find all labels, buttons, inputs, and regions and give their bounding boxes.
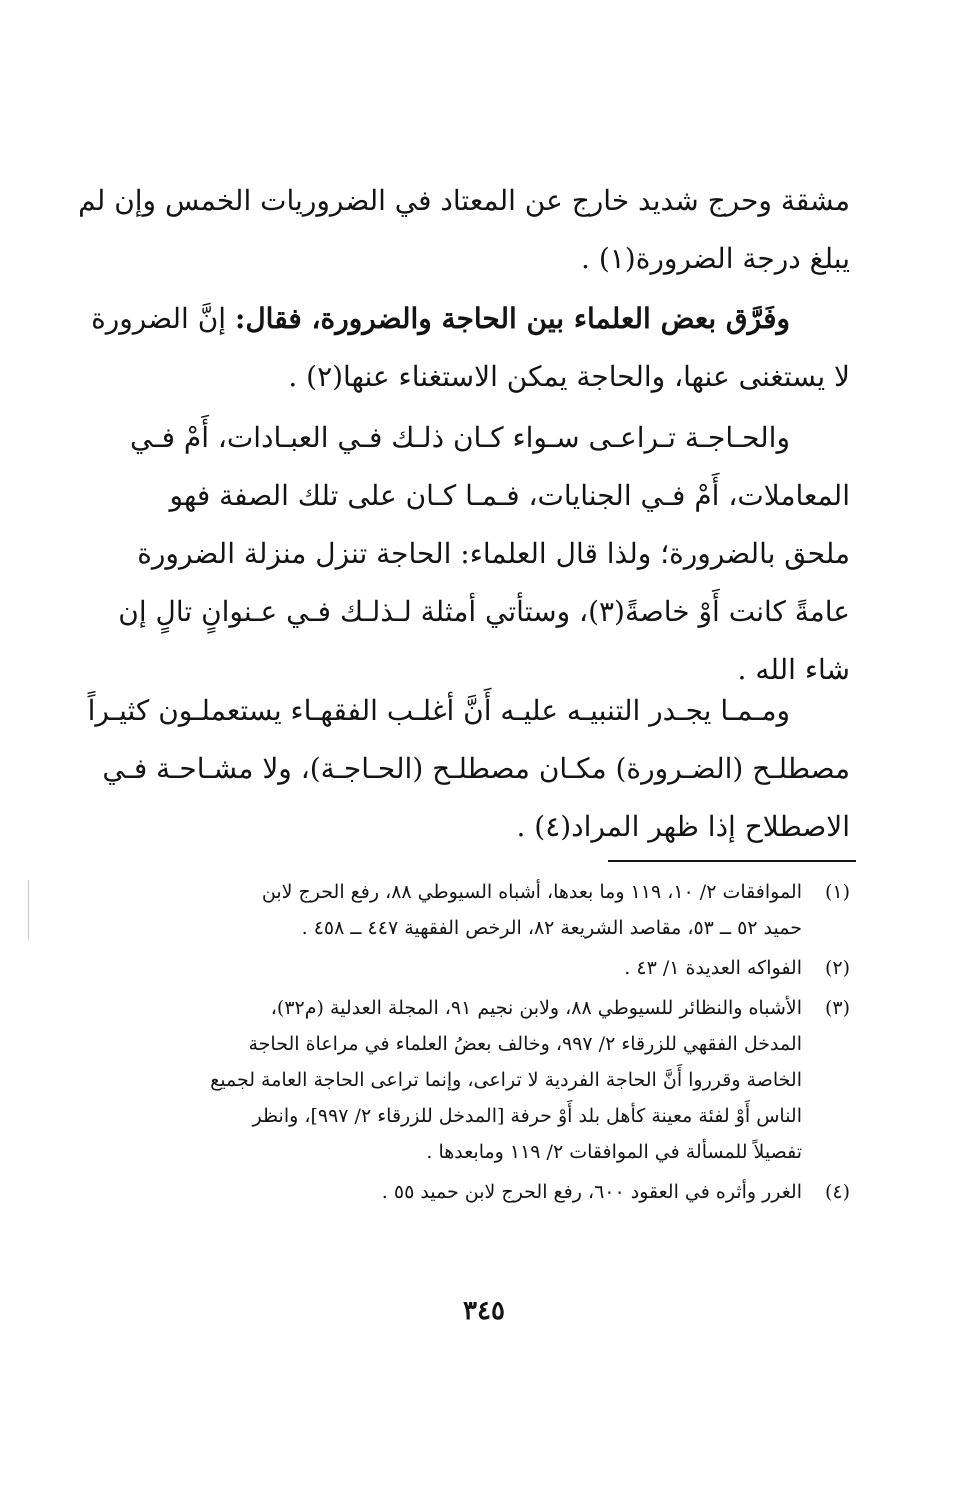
- footnote-text: [150, 874, 802, 946]
- footnote-number: (٢): [824, 957, 850, 979]
- paragraph-3: [118, 409, 850, 699]
- paragraph-2-line-2: لا يستغنى عنها، والحاجة يمكن الاستغناء عنها(٢) .: [288, 360, 850, 393]
- paragraph-4-line-1: ومـمـا يجـدر التنبيـه عليـه أَنَّ أغلـب الفقهـاء يستعملـون كثيـراً: [87, 694, 790, 727]
- paragraph-1-line-2: يبلغ درجة الضرورة(١) .: [581, 242, 850, 275]
- footnote-number: (١): [824, 881, 850, 903]
- paragraph-2-bold-lead: وفَرَّق بعض العلماء بين الحاجة والضرورة، فقال:: [234, 302, 790, 335]
- footnote-text: [150, 950, 802, 986]
- page-number: ٣٤٥: [463, 1296, 505, 1326]
- footnote-line: تفصيلاً للمسألة في الموافقات ٢/ ١١٩ ومابعدها .: [426, 1141, 802, 1163]
- footnote-line: حميد ٥٢ ــ ٥٣، مقاصد الشريعة ٨٢، الرخص الفقهية ٤٤٧ ــ ٤٥٨ .: [301, 917, 802, 939]
- paragraph-1: [78, 172, 850, 288]
- paragraph-3-line-3: ملحق بالضرورة؛ ولذا قال العلماء: الحاجة تنزل منزلة الضرورة: [137, 537, 850, 570]
- footnote-4: [150, 1174, 850, 1210]
- paragraph-4-line-2: مصطلـح (الضـرورة) مكـان مصطلـح (الحـاجـة)، ولا مشـاحـة فـي: [102, 752, 850, 785]
- paragraph-3-line-1: والحـاجـة تـراعـى سـواء كـان ذلـك فـي العبـادات، أَمْ فـي: [130, 421, 790, 454]
- paragraph-4-line-3: الاصطلاح إذا ظهر المراد(٤) .: [516, 810, 850, 843]
- scan-edge-mark: [28, 880, 29, 940]
- footnote-line: الأشباه والنظائر للسيوطي ٨٨، ولابن نجيم ٩١، المجلة العدلية (م٣٢)،: [270, 997, 802, 1019]
- paragraph-2-line-1-rest: إنَّ الضرورة: [91, 302, 235, 335]
- footnotes: [150, 874, 850, 1214]
- footnote-2: [150, 950, 850, 986]
- footnote-line: المدخل الفقهي للزرقاء ٢/ ٩٩٧، وخالف بعضُ العلماء في مراعاة الحاجة: [248, 1033, 802, 1055]
- footnote-line: الخاصة وقرروا أَنَّ الحاجة الفردية لا تراعى، وإنما تراعى الحاجة العامة لجميع: [210, 1069, 802, 1091]
- paragraph-1-line-1: مشقة وحرج شديد خارج عن المعتاد في الضروريات الخمس وإن لم: [78, 184, 850, 217]
- footnote-line: الفواكه العديدة ١/ ٤٣ .: [624, 957, 802, 979]
- footnote-line: الغرر وأثره في العقود ٦٠٠، رفع الحرج لابن حميد ٥٥ .: [381, 1181, 802, 1203]
- paragraph-2: [91, 290, 850, 406]
- paragraph-4: [87, 682, 850, 856]
- footnote-text: [150, 1174, 802, 1210]
- footnote-separator: [608, 860, 856, 862]
- footnote-line: الموافقات ٢/ ١٠، ١١٩ وما بعدها، أشباه السيوطي ٨٨، رفع الحرج لابن: [261, 881, 802, 903]
- footnote-1: [150, 874, 850, 946]
- paragraph-2-line-1: [91, 290, 850, 348]
- paragraph-3-line-2: المعاملات، أَمْ فـي الجنايات، فـمـا كـان على تلك الصفة فهو: [169, 479, 850, 512]
- paragraph-3-line-5: شاء الله .: [737, 653, 850, 686]
- footnote-text: [150, 990, 802, 1170]
- footnote-number: (٣): [824, 997, 850, 1019]
- footnote-number: (٤): [824, 1181, 850, 1203]
- paragraph-3-line-4: عامةً كانت أَوْ خاصةً(٣)، وستأتي أمثلة لـذلـك فـي عـنوانٍ تالٍ إن: [118, 595, 850, 628]
- footnote-3: [150, 990, 850, 1170]
- footnote-line: الناس أَوْ لفئة معينة كأهل بلد أَوْ حرفة [المدخل للزرقاء ٢/ ٩٩٧]، وانظر: [252, 1105, 802, 1127]
